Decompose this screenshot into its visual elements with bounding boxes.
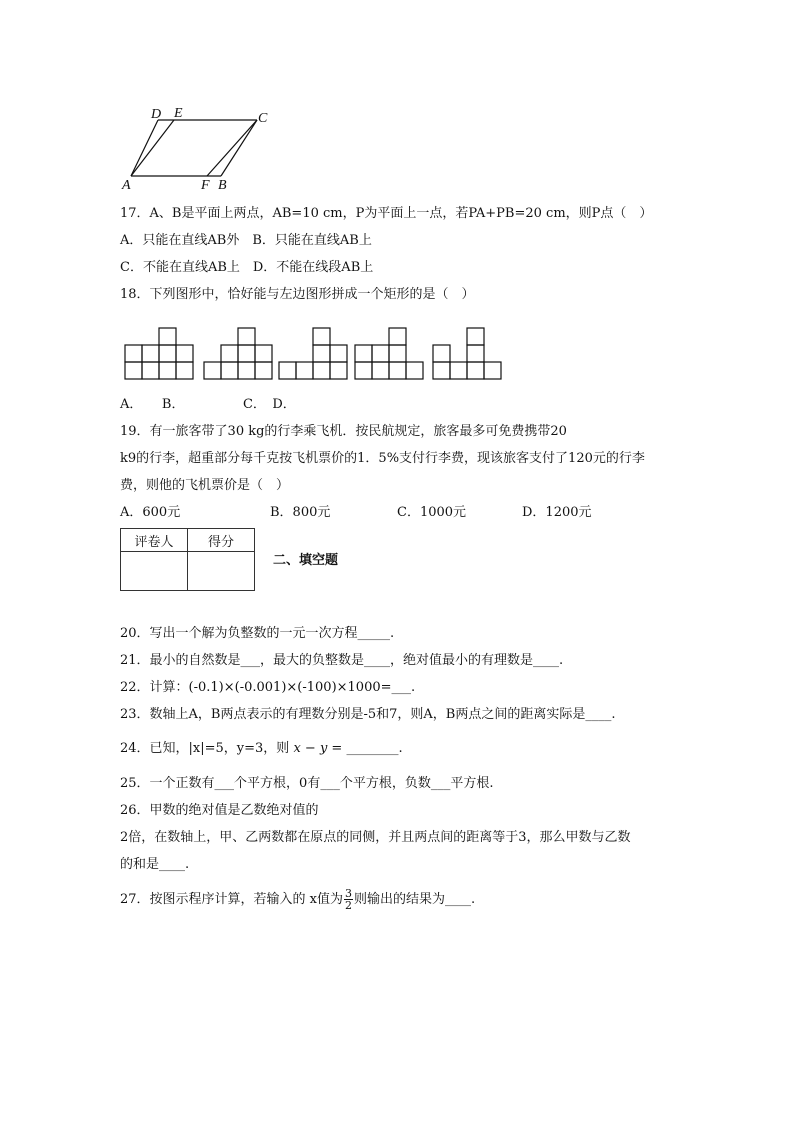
q19-option-c: C．1000元 [397, 505, 467, 520]
score-table-score-header: 得分 [188, 529, 255, 552]
score-table-grader-header: 评卷人 [121, 529, 188, 552]
q18-block-figures [120, 325, 510, 385]
q19-line1: 19．有一旅客带了30 kg的行李乘飞机．按民航规定，旅客最多可免费携带20 [120, 424, 567, 439]
q19-option-a: A．600元 [120, 505, 181, 520]
figure-option-a [125, 328, 193, 379]
q26-line3: 的和是____. [120, 857, 190, 872]
segment-ae [131, 120, 174, 176]
q17-options-cd: C．不能在直线AB上 D．不能在线段AB上 [120, 260, 374, 275]
label-f: F [201, 178, 210, 193]
q27-fraction-denominator: 2 [345, 899, 353, 912]
q17-stem: 17．A、B是平面上两点，AB=10 cm，P为平面上一点，若PA+PB=20 cm，则P点（ ） [120, 206, 653, 221]
q23: 23．数轴上A，B两点表示的有理数分别是-5和7，则A，B两点之间的距离实际是____. [120, 707, 616, 722]
score-table [120, 528, 255, 591]
q27 [120, 888, 475, 912]
q27-fraction [344, 888, 353, 911]
q24-expression: x − y = [293, 741, 343, 756]
q24 [120, 740, 403, 758]
right-edge [221, 120, 257, 176]
label-a: A [122, 178, 131, 193]
figure-option-c [279, 328, 347, 379]
q26-line1: 26．甲数的绝对值是乙数绝对值的 [120, 803, 319, 818]
q19-line3: 费，则他的飞机票价是（ ） [120, 478, 290, 493]
q19-line2: k9的行李，超重部分每千克按飞机票价的1．5%支付行李费，现该旅客支付了120元的行李 [120, 451, 645, 466]
q27-fraction-numerator: 3 [345, 887, 353, 900]
q26-line2: 2倍，在数轴上，甲、乙两数都在原点的同侧，并且两点间的距离等于3，那么甲数与乙数 [120, 830, 631, 845]
left-edge [131, 120, 158, 176]
segment-fc [207, 120, 257, 176]
q25: 25．一个正数有___个平方根，0有___个平方根，负数___平方根. [120, 776, 494, 791]
score-table-grader-cell [121, 552, 188, 591]
q21: 21．最小的自然数是___，最大的负整数是____，绝对值最小的有理数是____. [120, 653, 564, 668]
parallelogram-figure [118, 100, 278, 195]
figure-option-d [355, 328, 423, 379]
figure-option-e [433, 328, 501, 379]
q27-suffix: 则输出的结果为____. [354, 892, 476, 907]
q19-option-b: B．800元 [270, 505, 331, 520]
q19-option-d: D．1200元 [522, 505, 592, 520]
label-c: C [258, 111, 268, 126]
score-table-score-cell [188, 552, 255, 591]
figure-option-b [204, 328, 272, 379]
label-b: B [218, 178, 227, 193]
q27-prefix: 27．按图示程序计算，若输入的 x值为 [120, 892, 344, 907]
section-title: 二、填空题 [273, 553, 339, 568]
q18-stem: 18．下列图形中，恰好能与左边图形拼成一个矩形的是（ ） [120, 287, 475, 302]
label-d: D [151, 107, 162, 122]
q24-suffix: ________. [346, 741, 403, 756]
q20: 20．写出一个解为负整数的一元一次方程_____. [120, 626, 395, 641]
q24-prefix: 24．已知，|x|=5，y=3，则 [120, 741, 290, 756]
q17-options-ab: A．只能在直线AB外 B．只能在直线AB上 [120, 233, 372, 248]
label-e: E [174, 106, 183, 121]
q22: 22．计算：(-0.1)×(-0.001)×(-100)×1000=___. [120, 680, 416, 695]
q18-options: A． B． C． D． [120, 397, 296, 412]
